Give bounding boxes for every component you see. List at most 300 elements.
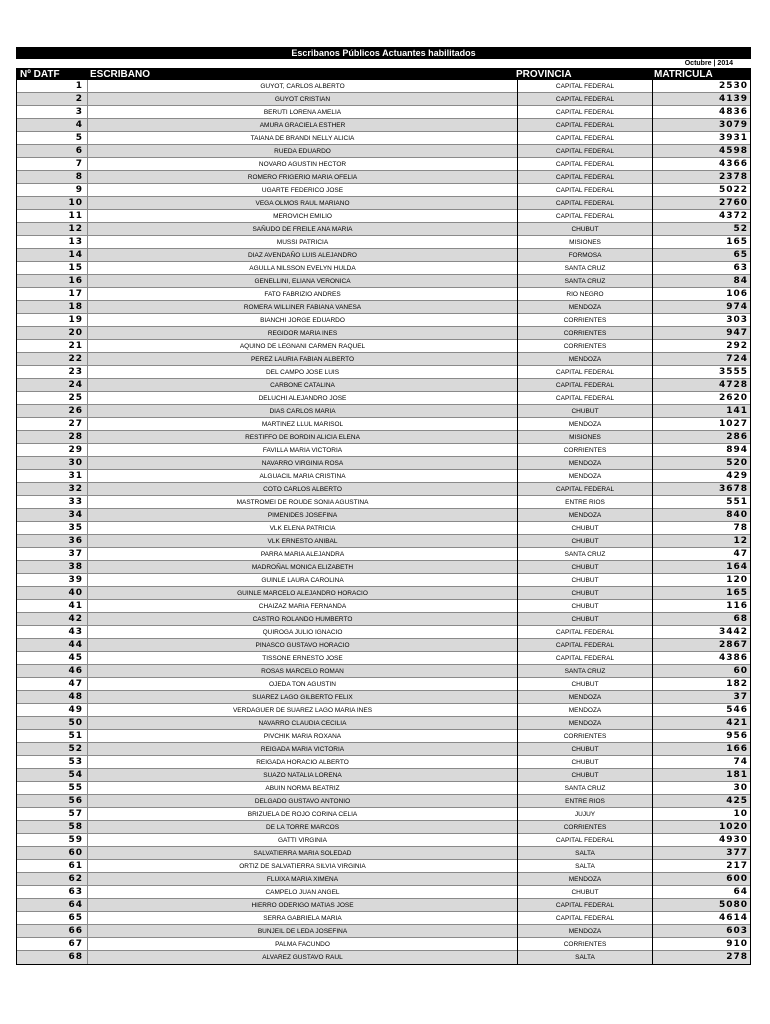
row-number: 59 <box>68 835 83 845</box>
row-escribano: NAVARRO VIRGINIA ROSA <box>87 457 517 470</box>
row-provincia: MENDOZA <box>517 301 652 314</box>
row-escribano: BIANCHI JORGE EDUARDO <box>87 314 517 327</box>
row-provincia: MISIONES <box>517 431 652 444</box>
row-matricula: 52 <box>652 223 752 236</box>
row-escribano: ABUIN NORMA BEATRIZ <box>87 782 517 795</box>
row-escribano: GUYOT CRISTIAN <box>87 93 517 106</box>
row-matricula: 10 <box>652 808 752 821</box>
row-escribano: DELGADO GUSTAVO ANTONIO <box>87 795 517 808</box>
row-escribano: DE LA TORRE MARCOS <box>87 821 517 834</box>
row-number: 24 <box>68 380 83 390</box>
row-provincia: CAPITAL FEDERAL <box>517 119 652 132</box>
row-provincia: CAPITAL FEDERAL <box>517 132 652 145</box>
table-row <box>17 392 750 405</box>
row-number: 56 <box>68 796 83 806</box>
row-escribano: ROMERO FRIGERIO MARIA OFELIA <box>87 171 517 184</box>
row-number: 42 <box>68 614 83 624</box>
row-escribano: PALMA FACUNDO <box>87 938 517 951</box>
row-escribano: BERUTI LORENA AMELIA <box>87 106 517 119</box>
row-escribano: CARBONE CATALINA <box>87 379 517 392</box>
table-row <box>17 522 750 535</box>
row-escribano: VLK ERNESTO ANIBAL <box>87 535 517 548</box>
row-escribano: MARTINEZ LLUL MARISOL <box>87 418 517 431</box>
row-matricula: 120 <box>652 574 752 587</box>
row-matricula: 520 <box>652 457 752 470</box>
row-provincia: CHUBUT <box>517 405 652 418</box>
header-matricula: MATRICULA <box>654 69 713 80</box>
row-escribano: RUEDA EDUARDO <box>87 145 517 158</box>
row-matricula: 947 <box>652 327 752 340</box>
table-row <box>17 457 750 470</box>
row-matricula: 166 <box>652 743 752 756</box>
table-row <box>17 366 750 379</box>
row-number: 45 <box>68 653 83 663</box>
sheet-title: Escribanos Públicos Actuantes habilitados <box>16 47 751 59</box>
row-matricula: 37 <box>652 691 752 704</box>
row-number: 50 <box>68 718 83 728</box>
row-escribano: PIMENIDES JOSEFINA <box>87 509 517 522</box>
table-row <box>17 184 750 197</box>
row-provincia: CAPITAL FEDERAL <box>517 197 652 210</box>
row-provincia: CORRIENTES <box>517 938 652 951</box>
header-escribano: ESCRIBANO <box>90 69 151 80</box>
row-number: 1 <box>75 81 83 91</box>
row-number: 19 <box>68 315 83 325</box>
row-provincia: CORRIENTES <box>517 314 652 327</box>
row-escribano: DEL CAMPO JOSE LUIS <box>87 366 517 379</box>
header-num: Nº DATF <box>20 69 60 80</box>
row-matricula: 4366 <box>652 158 752 171</box>
row-number: 38 <box>68 562 83 572</box>
row-escribano: GUINLE MARCELO ALEJANDRO HORACIO <box>87 587 517 600</box>
row-escribano: NOVARO AGUSTIN HECTOR <box>87 158 517 171</box>
table-row <box>17 158 750 171</box>
row-provincia: SANTA CRUZ <box>517 548 652 561</box>
row-matricula: 165 <box>652 587 752 600</box>
row-provincia: CAPITAL FEDERAL <box>517 93 652 106</box>
row-matricula: 894 <box>652 444 752 457</box>
row-escribano: GENELLINI, ELIANA VERONICA <box>87 275 517 288</box>
row-number: 61 <box>68 861 83 871</box>
row-number: 37 <box>68 549 83 559</box>
table-row <box>17 236 750 249</box>
row-number: 13 <box>68 237 83 247</box>
row-number: 46 <box>68 666 83 676</box>
row-provincia: CHUBUT <box>517 678 652 691</box>
row-provincia: MENDOZA <box>517 717 652 730</box>
row-number: 52 <box>68 744 83 754</box>
row-provincia: CHUBUT <box>517 587 652 600</box>
row-matricula: 600 <box>652 873 752 886</box>
row-matricula: 2620 <box>652 392 752 405</box>
row-number: 49 <box>68 705 83 715</box>
table-row <box>17 769 750 782</box>
row-matricula: 292 <box>652 340 752 353</box>
row-provincia: SANTA CRUZ <box>517 275 652 288</box>
table-row <box>17 353 750 366</box>
row-provincia: SALTA <box>517 847 652 860</box>
row-matricula: 47 <box>652 548 752 561</box>
row-number: 36 <box>68 536 83 546</box>
row-matricula: 2378 <box>652 171 752 184</box>
table-row <box>17 145 750 158</box>
row-number: 63 <box>68 887 83 897</box>
table-row <box>17 301 750 314</box>
table-row <box>17 548 750 561</box>
row-matricula: 78 <box>652 522 752 535</box>
row-matricula: 2760 <box>652 197 752 210</box>
row-escribano: PIVCHIK MARIA ROXANA <box>87 730 517 743</box>
row-matricula: 4139 <box>652 93 752 106</box>
row-provincia: CHUBUT <box>517 743 652 756</box>
table-row <box>17 886 750 899</box>
row-provincia: SALTA <box>517 860 652 873</box>
row-matricula: 74 <box>652 756 752 769</box>
row-provincia: ENTRE RIOS <box>517 496 652 509</box>
row-matricula: 65 <box>652 249 752 262</box>
row-number: 62 <box>68 874 83 884</box>
row-matricula: 4386 <box>652 652 752 665</box>
row-number: 22 <box>68 354 83 364</box>
table-row <box>17 613 750 626</box>
table-row <box>17 405 750 418</box>
row-provincia: CHUBUT <box>517 561 652 574</box>
row-provincia: CAPITAL FEDERAL <box>517 626 652 639</box>
row-number: 41 <box>68 601 83 611</box>
row-provincia: CHUBUT <box>517 600 652 613</box>
row-escribano: CASTRO ROLANDO HUMBERTO <box>87 613 517 626</box>
row-number: 28 <box>68 432 83 442</box>
row-provincia: SALTA <box>517 951 652 964</box>
row-provincia: MENDOZA <box>517 418 652 431</box>
row-number: 26 <box>68 406 83 416</box>
row-escribano: SUAREZ LAGO GILBERTO FELIX <box>87 691 517 704</box>
row-matricula: 3678 <box>652 483 752 496</box>
row-escribano: FLUIXA MARIA XIMENA <box>87 873 517 886</box>
row-number: 20 <box>68 328 83 338</box>
row-number: 67 <box>68 939 83 949</box>
row-number: 25 <box>68 393 83 403</box>
table-row <box>17 925 750 938</box>
row-number: 51 <box>68 731 83 741</box>
table-row <box>17 912 750 925</box>
row-provincia: CHUBUT <box>517 535 652 548</box>
row-matricula: 4614 <box>652 912 752 925</box>
row-matricula: 1027 <box>652 418 752 431</box>
row-matricula: 164 <box>652 561 752 574</box>
table-row <box>17 834 750 847</box>
row-escribano: ALVAREZ GUSTAVO RAUL <box>87 951 517 964</box>
table-row <box>17 574 750 587</box>
row-number: 2 <box>75 94 83 104</box>
row-escribano: REGIDOR MARIA INES <box>87 327 517 340</box>
row-escribano: CAMPELO JUAN ANGEL <box>87 886 517 899</box>
row-matricula: 603 <box>652 925 752 938</box>
row-matricula: 425 <box>652 795 752 808</box>
row-provincia: CHUBUT <box>517 574 652 587</box>
table-row <box>17 808 750 821</box>
row-number: 12 <box>68 224 83 234</box>
table-row <box>17 639 750 652</box>
row-matricula: 429 <box>652 470 752 483</box>
row-escribano: ALGUACIL MARIA CRISTINA <box>87 470 517 483</box>
row-matricula: 278 <box>652 951 752 964</box>
table-row <box>17 782 750 795</box>
table-row <box>17 535 750 548</box>
row-provincia: CAPITAL FEDERAL <box>517 366 652 379</box>
row-escribano: SUAZO NATALIA LORENA <box>87 769 517 782</box>
row-escribano: SALVATIERRA MARIA SOLEDAD <box>87 847 517 860</box>
row-escribano: MASTROMEI DE ROUDE SONIA AGUSTINA <box>87 496 517 509</box>
row-matricula: 724 <box>652 353 752 366</box>
table-header <box>16 68 751 80</box>
row-provincia: CORRIENTES <box>517 340 652 353</box>
table-row <box>17 938 750 951</box>
row-number: 39 <box>68 575 83 585</box>
table-row <box>17 821 750 834</box>
row-provincia: CHUBUT <box>517 223 652 236</box>
row-number: 29 <box>68 445 83 455</box>
row-number: 3 <box>75 107 83 117</box>
row-matricula: 3555 <box>652 366 752 379</box>
row-provincia: CAPITAL FEDERAL <box>517 834 652 847</box>
table-row <box>17 314 750 327</box>
row-number: 8 <box>75 172 83 182</box>
row-number: 57 <box>68 809 83 819</box>
row-matricula: 4598 <box>652 145 752 158</box>
table-row <box>17 80 750 93</box>
row-number: 7 <box>75 159 83 169</box>
row-escribano: AQUINO DE LEGNANI CARMEN RAQUEL <box>87 340 517 353</box>
row-escribano: CHAIZAZ MARIA FERNANDA <box>87 600 517 613</box>
row-number: 68 <box>68 952 83 962</box>
row-provincia: CAPITAL FEDERAL <box>517 899 652 912</box>
table-row <box>17 249 750 262</box>
table-row <box>17 704 750 717</box>
row-matricula: 3442 <box>652 626 752 639</box>
row-provincia: CAPITAL FEDERAL <box>517 106 652 119</box>
table-row <box>17 496 750 509</box>
row-number: 32 <box>68 484 83 494</box>
row-matricula: 4930 <box>652 834 752 847</box>
row-matricula: 182 <box>652 678 752 691</box>
table-row <box>17 561 750 574</box>
table-row <box>17 327 750 340</box>
row-provincia: MENDOZA <box>517 470 652 483</box>
table-row <box>17 587 750 600</box>
row-provincia: CORRIENTES <box>517 821 652 834</box>
row-matricula: 2867 <box>652 639 752 652</box>
row-escribano: TAIANA DE BRANDI NELLY ALICIA <box>87 132 517 145</box>
row-matricula: 5080 <box>652 899 752 912</box>
row-provincia: CORRIENTES <box>517 327 652 340</box>
row-number: 15 <box>68 263 83 273</box>
row-number: 17 <box>68 289 83 299</box>
row-number: 44 <box>68 640 83 650</box>
row-escribano: PARRA MARIA ALEJANDRA <box>87 548 517 561</box>
table-row <box>17 223 750 236</box>
row-matricula: 217 <box>652 860 752 873</box>
row-number: 33 <box>68 497 83 507</box>
row-escribano: GUINLE LAURA CAROLINA <box>87 574 517 587</box>
row-matricula: 84 <box>652 275 752 288</box>
row-matricula: 68 <box>652 613 752 626</box>
row-matricula: 4728 <box>652 379 752 392</box>
row-provincia: ENTRE RIOS <box>517 795 652 808</box>
row-escribano: FATO FABRIZIO ANDRES <box>87 288 517 301</box>
table-row <box>17 860 750 873</box>
table-row <box>17 379 750 392</box>
row-matricula: 60 <box>652 665 752 678</box>
row-escribano: COTO CARLOS ALBERTO <box>87 483 517 496</box>
row-matricula: 286 <box>652 431 752 444</box>
row-provincia: CAPITAL FEDERAL <box>517 912 652 925</box>
row-escribano: ORTIZ DE SALVATIERRA SILVIA VIRGINIA <box>87 860 517 873</box>
row-escribano: GATTI VIRGINIA <box>87 834 517 847</box>
row-escribano: BUNJEIL DE LEDA JOSEFINA <box>87 925 517 938</box>
row-escribano: PINASCO GUSTAVO HORACIO <box>87 639 517 652</box>
row-number: 5 <box>75 133 83 143</box>
row-matricula: 910 <box>652 938 752 951</box>
row-provincia: SANTA CRUZ <box>517 782 652 795</box>
row-provincia: SANTA CRUZ <box>517 665 652 678</box>
row-escribano: SERRA GABRIELA MARIA <box>87 912 517 925</box>
row-number: 6 <box>75 146 83 156</box>
table-row <box>17 470 750 483</box>
row-provincia: CAPITAL FEDERAL <box>517 379 652 392</box>
row-provincia: CAPITAL FEDERAL <box>517 158 652 171</box>
row-number: 30 <box>68 458 83 468</box>
row-matricula: 421 <box>652 717 752 730</box>
table-row <box>17 626 750 639</box>
row-number: 34 <box>68 510 83 520</box>
table-row <box>17 847 750 860</box>
row-number: 53 <box>68 757 83 767</box>
row-matricula: 3931 <box>652 132 752 145</box>
row-escribano: BRIZUELA DE ROJO CORINA CELIA <box>87 808 517 821</box>
table-row <box>17 93 750 106</box>
table-row <box>17 600 750 613</box>
row-number: 64 <box>68 900 83 910</box>
row-matricula: 377 <box>652 847 752 860</box>
row-provincia: MENDOZA <box>517 925 652 938</box>
row-provincia: CHUBUT <box>517 769 652 782</box>
row-provincia: CAPITAL FEDERAL <box>517 652 652 665</box>
row-provincia: CHUBUT <box>517 522 652 535</box>
row-number: 48 <box>68 692 83 702</box>
row-escribano: VERDAGUER DE SUAREZ LAGO MARIA INES <box>87 704 517 717</box>
table-row <box>17 717 750 730</box>
row-escribano: MEROVICH EMILIO <box>87 210 517 223</box>
row-number: 58 <box>68 822 83 832</box>
table-row <box>17 678 750 691</box>
row-provincia: CAPITAL FEDERAL <box>517 145 652 158</box>
row-escribano: DIAS CARLOS MARIA <box>87 405 517 418</box>
row-escribano: QUIROGA JULIO IGNACIO <box>87 626 517 639</box>
row-provincia: CAPITAL FEDERAL <box>517 171 652 184</box>
table-row <box>17 106 750 119</box>
row-provincia: MENDOZA <box>517 509 652 522</box>
row-escribano: SAÑUDO DE FREILE ANA MARIA <box>87 223 517 236</box>
row-number: 23 <box>68 367 83 377</box>
row-number: 11 <box>68 211 83 221</box>
table-row <box>17 418 750 431</box>
row-number: 55 <box>68 783 83 793</box>
row-matricula: 116 <box>652 600 752 613</box>
row-matricula: 165 <box>652 236 752 249</box>
row-escribano: MUSSI PATRICIA <box>87 236 517 249</box>
row-escribano: ROSAS MARCELO ROMAN <box>87 665 517 678</box>
row-provincia: CHUBUT <box>517 756 652 769</box>
row-escribano: DELUCHI ALEJANDRO JOSE <box>87 392 517 405</box>
row-matricula: 4836 <box>652 106 752 119</box>
row-provincia: CAPITAL FEDERAL <box>517 392 652 405</box>
row-provincia: MENDOZA <box>517 457 652 470</box>
row-escribano: DIAZ AVENDAÑO LUIS ALEJANDRO <box>87 249 517 262</box>
row-number: 54 <box>68 770 83 780</box>
row-matricula: 12 <box>652 535 752 548</box>
row-number: 43 <box>68 627 83 637</box>
row-number: 16 <box>68 276 83 286</box>
row-matricula: 3079 <box>652 119 752 132</box>
row-escribano: OJEDA TON AGUSTIN <box>87 678 517 691</box>
row-matricula: 5022 <box>652 184 752 197</box>
row-escribano: TISSONE ERNESTO JOSE <box>87 652 517 665</box>
row-provincia: CORRIENTES <box>517 730 652 743</box>
row-escribano: REIGADA MARIA VICTORIA <box>87 743 517 756</box>
table-row <box>17 652 750 665</box>
date-row <box>16 59 751 68</box>
row-number: 10 <box>68 198 83 208</box>
row-matricula: 181 <box>652 769 752 782</box>
header-provincia: PROVINCIA <box>516 69 572 80</box>
row-escribano: HIERRO ODERIGO MATIAS JOSE <box>87 899 517 912</box>
row-provincia: MENDOZA <box>517 704 652 717</box>
row-provincia: CAPITAL FEDERAL <box>517 184 652 197</box>
table-row <box>17 691 750 704</box>
table-row <box>17 210 750 223</box>
table-row <box>17 262 750 275</box>
table-row <box>17 119 750 132</box>
row-provincia: CAPITAL FEDERAL <box>517 210 652 223</box>
row-number: 9 <box>75 185 83 195</box>
row-provincia: JUJUY <box>517 808 652 821</box>
row-provincia: FORMOSA <box>517 249 652 262</box>
row-number: 21 <box>68 341 83 351</box>
row-matricula: 956 <box>652 730 752 743</box>
row-matricula: 303 <box>652 314 752 327</box>
row-escribano: PEREZ LAURIA FABIAN ALBERTO <box>87 353 517 366</box>
row-provincia: MENDOZA <box>517 691 652 704</box>
row-matricula: 551 <box>652 496 752 509</box>
row-provincia: CAPITAL FEDERAL <box>517 80 652 93</box>
row-number: 27 <box>68 419 83 429</box>
table-row <box>17 743 750 756</box>
table-row <box>17 873 750 886</box>
row-number: 31 <box>68 471 83 481</box>
row-escribano: NAVARRO CLAUDIA CECILIA <box>87 717 517 730</box>
row-number: 35 <box>68 523 83 533</box>
table-row <box>17 899 750 912</box>
row-number: 66 <box>68 926 83 936</box>
row-escribano: UGARTE FEDERICO JOSE <box>87 184 517 197</box>
table-body <box>16 80 751 965</box>
row-escribano: VEGA OLMOS RAUL MARIANO <box>87 197 517 210</box>
table-row <box>17 483 750 496</box>
row-matricula: 141 <box>652 405 752 418</box>
table-row <box>17 730 750 743</box>
table-row <box>17 444 750 457</box>
